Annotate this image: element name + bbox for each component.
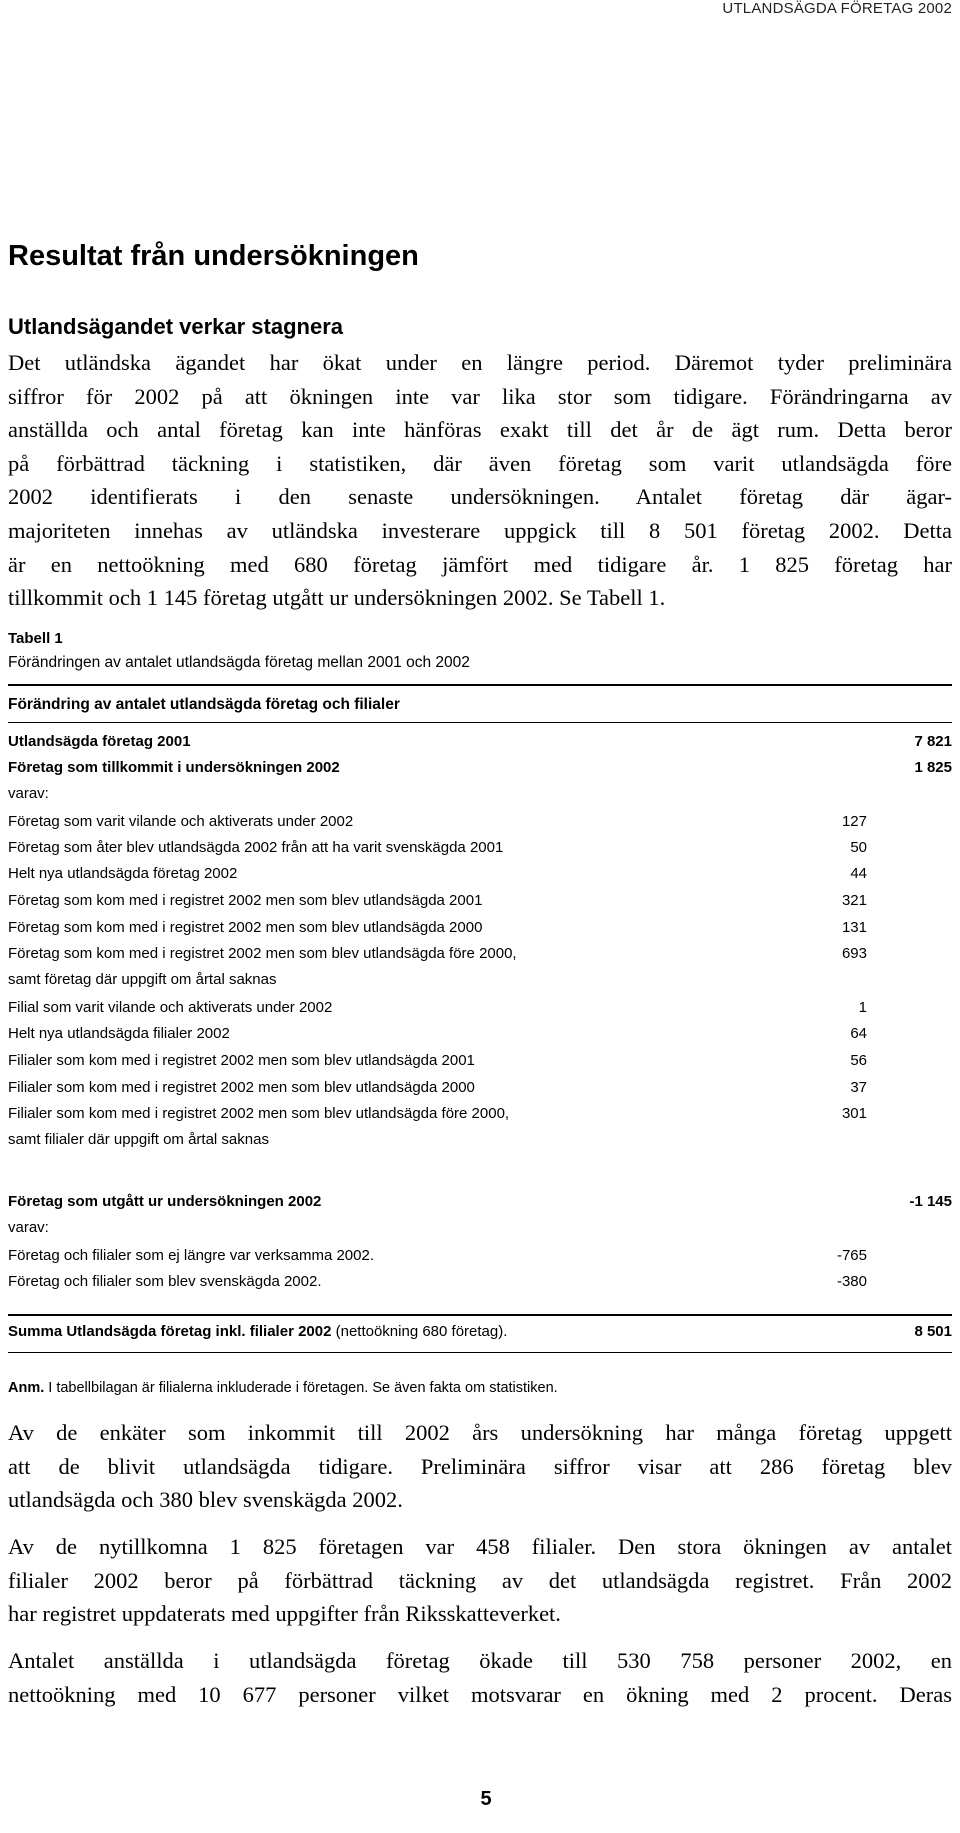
row-label: Företag som kom med i registret 2002 men som blev utlandsägda före 2000, (8, 945, 517, 962)
row-sub-value: 50 (850, 839, 867, 856)
table-row (8, 1270, 952, 1294)
running-header: UTLANDSÄGDA FÖRETAG 2002 (722, 0, 952, 17)
table-row (8, 1128, 952, 1152)
table-bottom-rule (8, 1352, 952, 1353)
row-label: Företag som kom med i registret 2002 men som blev utlandsägda 2000 (8, 919, 483, 936)
text-line: på förbättrad täckning i statistiken, där även företag som varit utlandsägda före (8, 450, 952, 476)
table-row (8, 730, 952, 754)
row-sub-value: 301 (841, 1105, 867, 1122)
text-line: filialer 2002 beror på förbättrad täckning av det utlandsägda registret. Från 2002 (8, 1567, 952, 1593)
text-line: Det utländska ägandet har ökat under en längre period. Däremot tyder preliminära (8, 350, 952, 375)
text-line: att de blivit utlandsägda tidigare. Preliminära siffror visar att 286 företag blev (8, 1453, 952, 1479)
row-label: Företag som varit vilande och aktiverats under 2002 (8, 813, 354, 830)
table-row (8, 1190, 952, 1214)
table-row (8, 968, 952, 992)
table-row (8, 1216, 952, 1240)
paragraph-enkater (8, 1416, 952, 1517)
row-label: varav: (8, 1219, 49, 1236)
subsection-heading: Utlandsägandet verkar stagnera (8, 314, 344, 339)
row-label: Filial som varit vilande och aktiverats under 2002 (8, 999, 333, 1016)
table-header-rule (8, 722, 952, 723)
table-row (8, 862, 952, 886)
table-row (8, 782, 952, 806)
text-line: tillkommit och 1 145 företag utgått ur undersökningen 2002. Se Tabell 1. (8, 585, 666, 611)
text-line: har registret uppdaterats med uppgifter från Riksskatteverket. (8, 1601, 561, 1627)
summary-top-rule (8, 1314, 952, 1316)
row-label: Filialer som kom med i registret 2002 men som blev utlandsägda 2001 (8, 1052, 475, 1069)
row-label: Företag som åter blev utlandsägda 2002 från att ha varit svenskägda 2001 (8, 839, 504, 856)
table-section-heading: Förändring av antalet utlandsägda företag och filialer (8, 696, 400, 713)
row-total-value: 7 821 (914, 733, 952, 750)
table-row (8, 916, 952, 940)
text-line: majoriteten innehas av utländska investerare uppgick till 8 501 företag 2002. Detta (8, 517, 952, 543)
table-note (8, 1380, 558, 1396)
paragraph-filialer (8, 1530, 952, 1631)
row-sub-value: 64 (850, 1025, 867, 1042)
row-label: samt filialer där uppgift om årtal saknas (8, 1131, 269, 1148)
row-label: Utlandsägda företag 2001 (8, 733, 191, 750)
row-sub-value: 127 (841, 813, 867, 830)
row-total-value: 1 825 (914, 759, 952, 776)
text-line: Av de nytillkomna 1 825 företagen var 458 filialer. Den stora ökningen av antalet (8, 1534, 952, 1559)
row-sub-value: 37 (850, 1079, 867, 1096)
row-sub-value: 1 (858, 999, 867, 1016)
table-row (8, 1022, 952, 1046)
row-sub-value: 56 (850, 1052, 867, 1069)
row-sub-value: -380 (836, 1273, 867, 1290)
text-line: anställda och antal företag kan inte hänföras exakt till det år de ägt rum. Detta beror (8, 417, 952, 443)
text-line: Av de enkäter som inkommit till 2002 års undersökning har många företag uppgett (8, 1420, 952, 1445)
table-top-rule (8, 684, 952, 686)
intro-paragraph (8, 346, 952, 615)
paragraph-anstallda (8, 1644, 952, 1711)
row-label: Företag som tillkommit i undersökningen 2002 (8, 759, 340, 776)
row-total-value: -1 145 (909, 1193, 952, 1210)
table-row (8, 810, 952, 834)
summary-label-bold: Summa Utlandsägda företag inkl. filialer 2002 (8, 1323, 332, 1340)
row-label: Företag och filialer som ej längre var verksamma 2002. (8, 1247, 374, 1264)
page-number: 5 (480, 1788, 492, 1810)
text-line: 2002 identifierats i den senaste undersökningen. Antalet företag där ägar- (8, 484, 952, 510)
row-label: samt företag där uppgift om årtal saknas (8, 971, 277, 988)
summary-label-rest: (nettoökning 680 företag). (331, 1323, 508, 1340)
text-line: nettoökning med 10 677 personer vilket motsvarar en ökning med 2 procent. Deras (8, 1681, 952, 1707)
table-label: Tabell 1 (8, 630, 63, 647)
row-label: Helt nya utlandsägda företag 2002 (8, 865, 238, 882)
row-label: Företag som kom med i registret 2002 men som blev utlandsägda 2001 (8, 892, 483, 909)
row-sub-value: 131 (841, 919, 867, 936)
text-line: siffror för 2002 på att ökningen inte var lika stor som tidigare. Förändringarna av (8, 383, 952, 409)
table-row (8, 889, 952, 913)
table-row (8, 1076, 952, 1100)
row-label: Helt nya utlandsägda filialer 2002 (8, 1025, 230, 1042)
text-line: är en nettoökning med 680 företag jämfört med tidigare år. 1 825 företag har (8, 551, 952, 577)
summary-label (8, 1323, 507, 1340)
note-text: I tabellbilagan är filialerna inkluderade i företagen. Se även fakta om statistiken. (44, 1380, 558, 1396)
section-heading: Resultat från undersökningen (8, 240, 419, 272)
row-sub-value: -765 (836, 1247, 867, 1264)
table-row (8, 1102, 952, 1126)
summary-value: 8 501 (914, 1323, 952, 1340)
table-row (8, 996, 952, 1020)
row-sub-value: 693 (841, 945, 867, 962)
text-line: Antalet anställda i utlandsägda företag ökade till 530 758 personer 2002, en (8, 1648, 952, 1673)
row-label: Företag som utgått ur undersökningen 2002 (8, 1193, 322, 1210)
row-sub-value: 321 (841, 892, 867, 909)
row-label: Företag och filialer som blev svenskägda 2002. (8, 1273, 322, 1290)
row-label: Filialer som kom med i registret 2002 men som blev utlandsägda 2000 (8, 1079, 475, 1096)
table-row (8, 1244, 952, 1268)
row-label: Filialer som kom med i registret 2002 men som blev utlandsägda före 2000, (8, 1105, 510, 1122)
table-row (8, 1049, 952, 1073)
table-row (8, 942, 952, 966)
table-row (8, 756, 952, 780)
table-row (8, 836, 952, 860)
row-sub-value: 44 (850, 865, 867, 882)
note-label: Anm. (8, 1380, 45, 1396)
table-caption: Förändringen av antalet utlandsägda företag mellan 2001 och 2002 (8, 654, 470, 671)
text-line: utlandsägda och 380 blev svenskägda 2002. (8, 1487, 403, 1513)
row-label: varav: (8, 785, 49, 802)
